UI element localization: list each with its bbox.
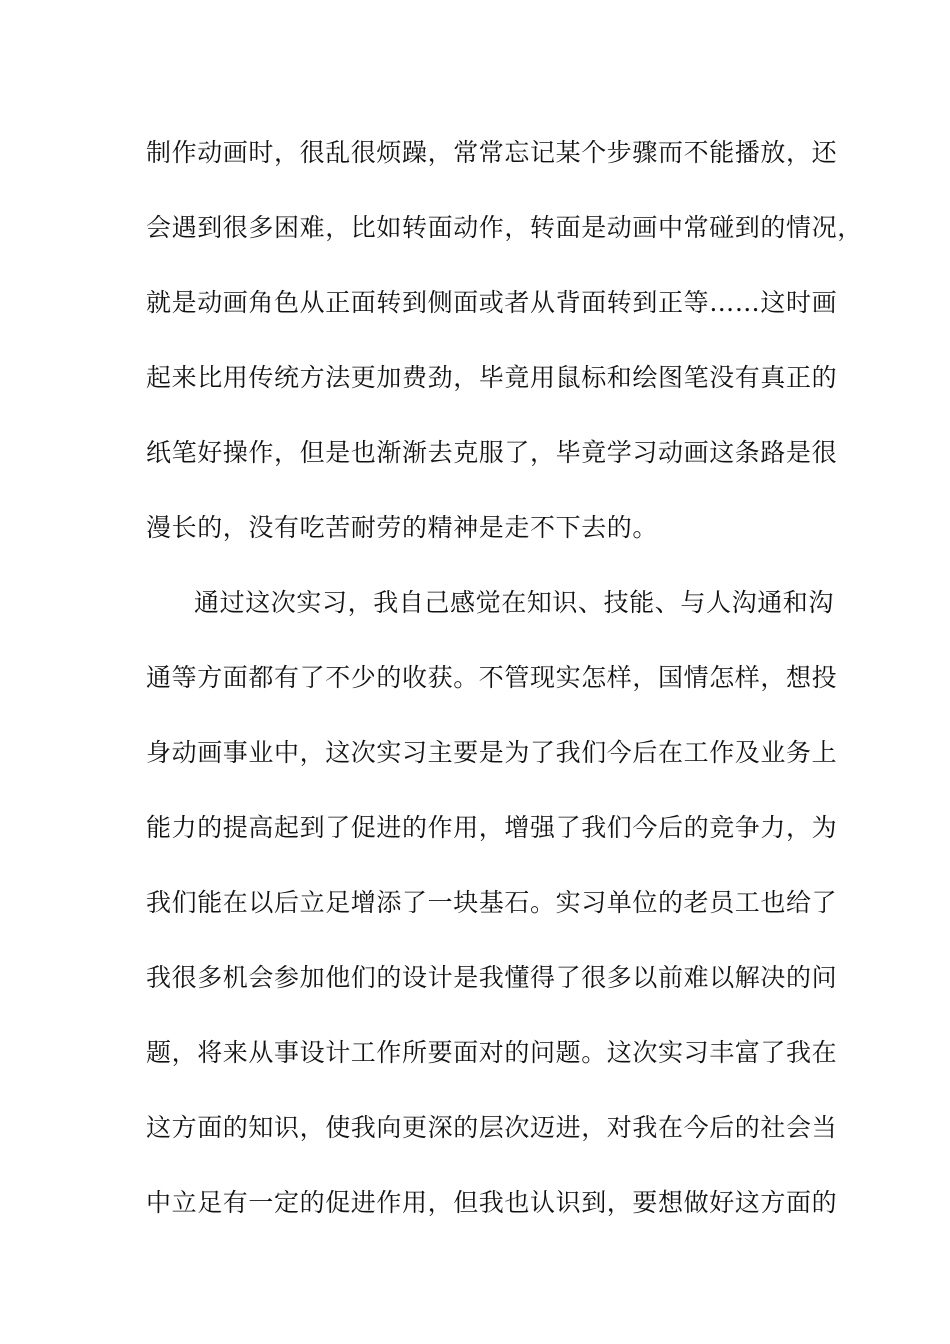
text-line: 制作动画时，很乱很烦躁，常常忘记某个步骤而不能播放，还 <box>146 138 838 167</box>
text-line: 这方面的知识，使我向更深的层次迈进，对我在今后的社会当 <box>146 1113 838 1142</box>
text-line: 通等方面都有了不少的收获。不管现实怎样，国情怎样，想投 <box>146 663 838 692</box>
text-line: 就是动画角色从正面转到侧面或者从背面转到正等……这时画 <box>146 288 838 317</box>
text-line: 中立足有一定的促进作用，但我也认识到，要想做好这方面的 <box>146 1188 838 1217</box>
text-line: 我很多机会参加他们的设计是我懂得了很多以前难以解决的问 <box>146 963 838 992</box>
text-line: 漫长的，没有吃苦耐劳的精神是走不下去的。 <box>146 513 659 542</box>
text-line: 题，将来从事设计工作所要面对的问题。这次实习丰富了我在 <box>146 1038 838 1067</box>
paragraph-first-line: 通过这次实习，我自己感觉在知识、技能、与人沟通和沟 <box>194 588 835 617</box>
text-line: 纸笔好操作，但是也渐渐去克服了，毕竟学习动画这条路是很 <box>146 438 838 467</box>
text-line: 身动画事业中，这次实习主要是为了我们今后在工作及业务上 <box>146 738 838 767</box>
body-text <box>146 128 863 1253</box>
text-line: 我们能在以后立足增添了一块基石。实习单位的老员工也给了 <box>146 888 838 917</box>
text-line: 能力的提高起到了促进的作用，增强了我们今后的竞争力，为 <box>146 813 838 842</box>
text-line: 起来比用传统方法更加费劲，毕竟用鼠标和绘图笔没有真正的 <box>146 363 838 392</box>
text-line: 会遇到很多困难，比如转面动作，转面是动画中常碰到的情况， <box>146 213 863 242</box>
